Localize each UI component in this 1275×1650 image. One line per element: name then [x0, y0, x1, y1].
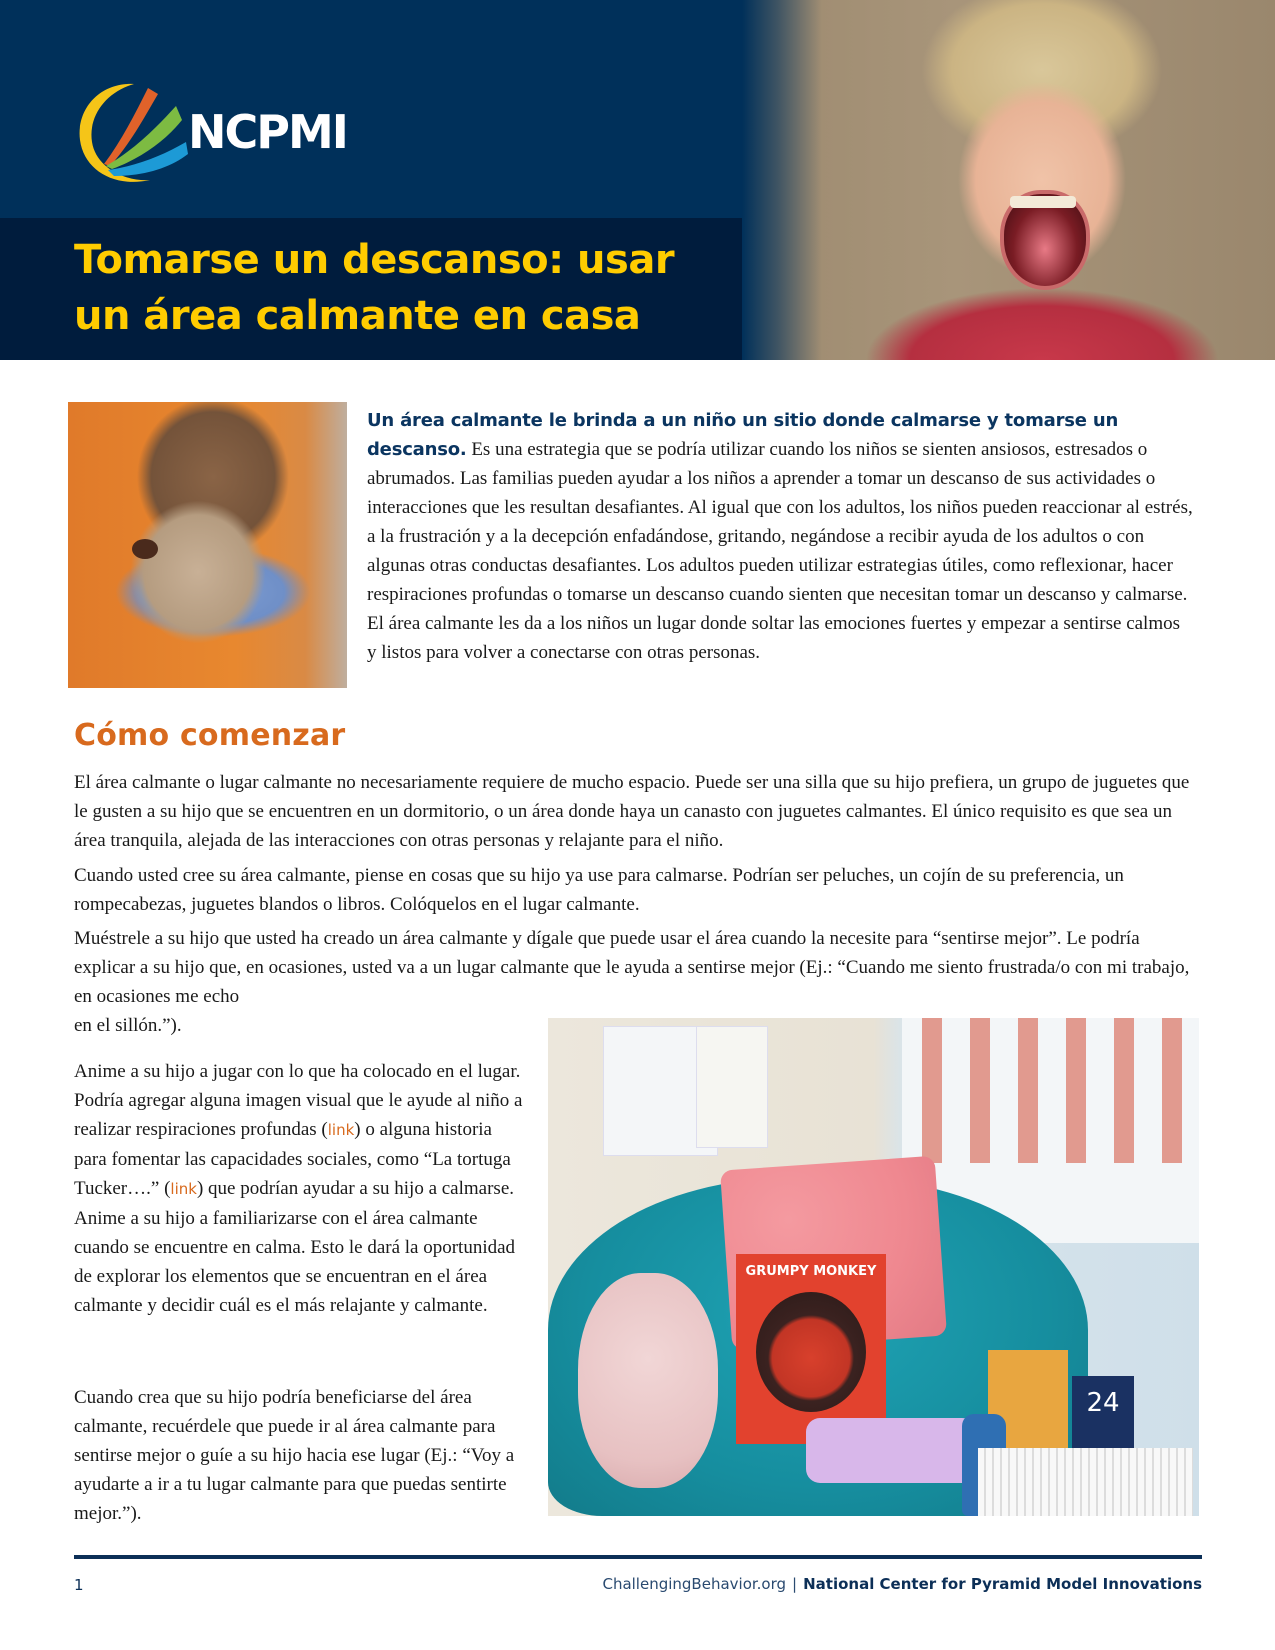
photo-detail	[132, 539, 158, 559]
footer-org-name: National Center for Pyramid Model Innovations	[803, 1575, 1202, 1593]
footer-separator: |	[792, 1575, 798, 1593]
paragraph-remind: Cuando crea que su hijo podría beneficiarse del área calmante, recuérdele que puede ir al área calmante para sentirse mejor o guíe a su hijo hacia ese lugar (Ej.: “Voy a ayudarte a ir a tu lugar calmante para que puedas sentirte mejor.”).	[74, 1387, 515, 1524]
paragraph-text: Anime a su hijo a jugar con lo que ha colocado en el lugar. Podría agregar alguna imagen visual que le ayude al niño a realizar respiraciones profundas (	[74, 1061, 523, 1140]
photo-poster	[696, 1026, 768, 1148]
intro-paragraph	[367, 406, 1193, 667]
page-header	[0, 0, 1275, 360]
calming-area-photo	[548, 1018, 1199, 1516]
ncpmi-logo	[74, 72, 404, 192]
photo-detail	[1114, 1018, 1134, 1163]
photo-detail	[1018, 1018, 1038, 1163]
paragraph-space: El área calmante o lugar calmante no necesariamente requiere de mucho espacio. Puede ser una silla que su hijo prefiera, un grupo de juguetes que le gusten a su hijo que se encuentren en un dormitorio, o un área donde haya un canasto con juguetes calmantes. El único requisito es que sea un área tranquila, alejada de las interacciones con otras personas y relajante para el niño.	[74, 772, 1190, 851]
paragraph-items: Cuando usted cree su área calmante, piense en cosas que su hijo ya use para calmarse. Podrían ser peluches, un cojín de su preferencia, un rompecabezas, juguetes blandos o libros. Colóquelos en el lugar calmante.	[74, 865, 1124, 915]
photo-detail	[756, 1292, 866, 1412]
puzzle-number: 24	[1086, 1388, 1120, 1418]
paragraph-text: ) que podrían ayudar a su hijo a calmarse. Anime a su hijo a familiarizarse con el área calmante cuando se encuentre en calma. Esto le dará la oportunidad de explorar los elementos que se encuentran en el área calmante y decidir cuál es el más relajante y calmante.	[74, 1178, 516, 1316]
photo-basket	[978, 1448, 1193, 1516]
page-number: 1	[74, 1576, 84, 1594]
tucker-turtle-link[interactable]: link	[170, 1180, 197, 1198]
footer-credit	[602, 1575, 1202, 1593]
breathing-link[interactable]: link	[327, 1121, 355, 1139]
logo-swoosh-icon	[74, 72, 194, 192]
footer-divider	[74, 1555, 1202, 1559]
section-heading: Cómo comenzar	[74, 718, 346, 753]
intro-body: Es una estrategia que se podría utilizar cuando los niños se sienten ansiosos, estresados o abrumados. Las familias pueden ayudar a los niños a aprender a tomar un descanso de sus actividades o interacciones que les resultan desafiantes. Al igual que con los adultos, los niños pueden reaccionar al estrés, a la frustración y a la decepción enfadándose, gritando, negándose a recibir ayuda de los adultos o con algunas otras conductas desafiantes. Los adultos pueden utilizar estrategias útiles, como reflexionar, hacer respiraciones profundas o tomarse un descanso cuando sienten que necesitan tomar un descanso y calmarse. El área calmante les da a los niños un lugar donde soltar las emociones fuertes y empezar a sentirse calmos y listos para volver a conectarse con otras personas.	[367, 439, 1193, 663]
title-line-1: Tomarse un descanso: usar	[74, 237, 675, 283]
hero-photo-detail	[1010, 196, 1076, 208]
photo-plush-bunny	[578, 1273, 718, 1488]
photo-detail	[1066, 1018, 1086, 1163]
paragraph-text: ) o alguna historia para fomentar las capacidades sociales, como “La tortuga Tucker….” (	[74, 1119, 511, 1199]
intro-photo-girl-with-teddy	[68, 402, 347, 688]
photo-book	[736, 1254, 886, 1444]
photo-detail	[970, 1018, 990, 1163]
photo-detail	[922, 1018, 942, 1163]
footer-site-link[interactable]: ChallengingBehavior.org	[602, 1575, 787, 1593]
paragraph-text: Muéstrele a su hijo que usted ha creado un área calmante y dígale que puede usar el área cuando la necesite para “sentirse mejor”. Le podría explicar a su hijo que, en ocasiones, usted va a un lugar calmante que le ayuda a sentirse mejor (Ej.: “Cuando me siento frustrada/o con mi trabajo, en ocasiones me echo	[74, 928, 1190, 1007]
paragraph-text: en el sillón.”).	[74, 1015, 182, 1036]
title-line-2: un área calmante en casa	[74, 293, 641, 339]
photo-pillow	[806, 1418, 976, 1483]
logo-text: NCPMI	[188, 105, 347, 159]
paragraph-encourage-play	[74, 1057, 529, 1320]
intro-lead: Un área calmante le brinda a un niño un sitio donde calmarse y tomarse un descanso.	[367, 410, 1119, 460]
hero-photo-fade	[742, 0, 822, 360]
book-title: GRUMPY MONKEY	[745, 1264, 877, 1279]
photo-detail	[1162, 1018, 1182, 1163]
page-title	[74, 232, 754, 344]
